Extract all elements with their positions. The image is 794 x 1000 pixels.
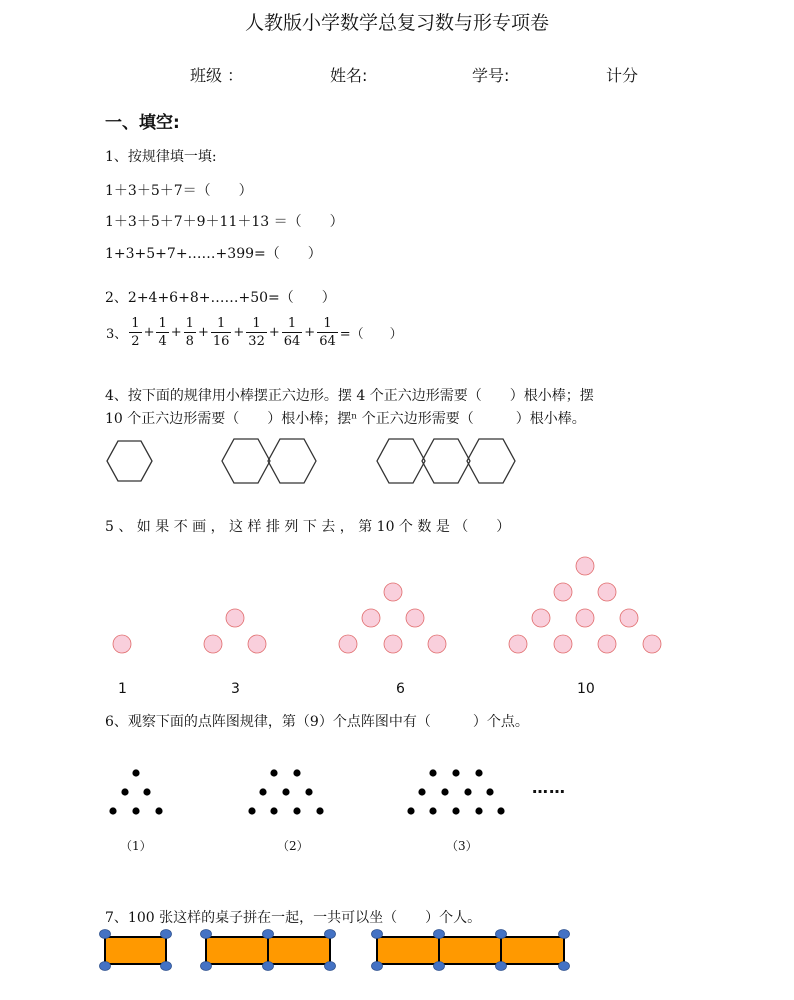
class-label: 班级 ： <box>190 66 244 85</box>
seat-dot <box>325 930 336 939</box>
pink-circle <box>598 583 616 601</box>
dot-arrays <box>109 769 504 814</box>
fraction: $\frac{1}{32}$ <box>248 316 265 349</box>
q1-line1: 1＋3＋5＋7＝（ ） <box>105 183 253 199</box>
fraction: $\frac{1}{8}$ <box>185 316 194 349</box>
q5-text: 5 、 如 果 不 画 ， 这 样 排 列 下 去 ， 第 10 个 数 是 （ ） <box>105 519 511 535</box>
plus-sign: + <box>233 325 245 340</box>
plus-sign: + <box>197 325 209 340</box>
black-dot <box>475 807 482 814</box>
hexagon <box>107 441 152 481</box>
plus-sign: + <box>304 325 316 340</box>
black-dot <box>305 788 312 795</box>
hexagon <box>222 439 270 483</box>
dot-pattern-ellipsis: …… <box>532 778 566 797</box>
black-dot <box>132 807 139 814</box>
black-dot <box>475 769 482 776</box>
q3-suffix: =（ ） <box>339 327 403 342</box>
seat-dot <box>100 930 111 939</box>
fraction: $\frac{1}{16}$ <box>212 316 230 349</box>
triangle-number-circles <box>113 557 661 653</box>
seat-dot <box>434 962 445 971</box>
table-figures <box>100 930 570 971</box>
pink-circle <box>532 609 550 627</box>
black-dot <box>155 807 162 814</box>
plus-sign: + <box>170 325 182 340</box>
q2-text: 2、2+4+6+8+……+50=（ ） <box>105 290 336 306</box>
pink-circle <box>204 635 222 653</box>
pink-circle <box>113 635 131 653</box>
q4-line2: 10 个正六边形需要（ ）根小棒；摆ⁿ 个正六边形需要（ ）根小棒。 <box>105 411 586 427</box>
pink-circle <box>598 635 616 653</box>
pink-circle <box>362 609 380 627</box>
black-dot <box>270 769 277 776</box>
seat-dot <box>496 962 507 971</box>
black-dot <box>486 788 493 795</box>
hexagon <box>467 439 515 483</box>
seat-dot <box>372 962 383 971</box>
pink-circle <box>339 635 357 653</box>
black-dot <box>109 807 116 814</box>
black-dot <box>293 807 300 814</box>
seat-dot <box>559 962 570 971</box>
hexagon-figures <box>107 439 515 483</box>
pink-circle <box>406 609 424 627</box>
black-dot <box>316 807 323 814</box>
student-id-label: 学号: <box>472 66 510 85</box>
table-rect <box>105 937 166 964</box>
black-dot <box>464 788 471 795</box>
seat-dot <box>161 962 172 971</box>
pink-circle <box>620 609 638 627</box>
q1-line2: 1＋3＋5＋7＋9＋11＋13 ＝（ ） <box>105 214 344 230</box>
pink-circle <box>576 609 594 627</box>
black-dot <box>452 807 459 814</box>
pink-circle <box>384 635 402 653</box>
score-label: 计分 <box>606 66 639 85</box>
plus-sign: + <box>143 325 155 340</box>
pink-circle <box>248 635 266 653</box>
section-heading: 一、填空: <box>105 113 180 133</box>
seat-dot <box>263 930 274 939</box>
black-dot <box>441 788 448 795</box>
black-dot <box>143 788 150 795</box>
seat-dot <box>100 962 111 971</box>
pink-circle <box>554 583 572 601</box>
black-dot <box>418 788 425 795</box>
q1-line3: 1+3+5+7+……+399=（ ） <box>105 246 322 262</box>
hexagon <box>268 439 316 483</box>
q6-text: 6、观察下面的点阵图规律，第（9）个点阵图中有（ ）个点。 <box>105 714 529 730</box>
plus-sign: + <box>268 325 280 340</box>
seat-dot <box>201 930 212 939</box>
fraction: $\frac{1}{4}$ <box>158 316 167 349</box>
black-dot <box>270 807 277 814</box>
hexagon <box>377 439 425 483</box>
dot-pattern-label-3: （3） <box>446 839 478 853</box>
q5-label-10: 10 <box>577 681 595 697</box>
q5-label-3: 3 <box>231 681 240 697</box>
black-dot <box>429 769 436 776</box>
seat-dot <box>496 930 507 939</box>
dot-pattern-label-1: （1） <box>120 839 152 853</box>
black-dot <box>248 807 255 814</box>
black-dot <box>132 769 139 776</box>
seat-dot <box>263 962 274 971</box>
black-dot <box>121 788 128 795</box>
table-rect <box>268 937 330 964</box>
pink-circle <box>643 635 661 653</box>
black-dot <box>452 769 459 776</box>
seat-dot <box>161 930 172 939</box>
q4-line1: 4、按下面的规律用小棒摆正六边形。摆 4 个正六边形需要（ ）根小棒；摆 <box>105 388 594 404</box>
pink-circle <box>384 583 402 601</box>
q5-label-1: 1 <box>118 681 127 697</box>
black-dot <box>259 788 266 795</box>
pink-circle <box>554 635 572 653</box>
pink-circle <box>576 557 594 575</box>
black-dot <box>407 807 414 814</box>
q1-label: 1、按规律填一填: <box>105 149 217 165</box>
page-title: 人教版小学数学总复习数与形专项卷 <box>244 12 549 34</box>
q5-label-6: 6 <box>396 681 405 697</box>
seat-dot <box>434 930 445 939</box>
pink-circle <box>428 635 446 653</box>
seat-dot <box>325 962 336 971</box>
table-rect <box>206 937 268 964</box>
table-rect <box>501 937 564 964</box>
hexagon <box>422 439 470 483</box>
black-dot <box>293 769 300 776</box>
q7-text: 7、100 张这样的桌子拼在一起，一共可以坐（ ）个人。 <box>105 910 482 926</box>
q3-prefix: 3、 <box>106 327 128 342</box>
black-dot <box>429 807 436 814</box>
name-label: 姓名: <box>330 66 368 85</box>
seat-dot <box>201 962 212 971</box>
black-dot <box>282 788 289 795</box>
black-dot <box>497 807 504 814</box>
dot-pattern-label-2: （2） <box>277 839 309 853</box>
table-rect <box>439 937 501 964</box>
pink-circle <box>509 635 527 653</box>
pink-circle <box>226 609 244 627</box>
table-rect <box>377 937 439 964</box>
seat-dot <box>372 930 383 939</box>
fraction: $\frac{1}{64}$ <box>319 316 336 349</box>
seat-dot <box>559 930 570 939</box>
fraction: $\frac{1}{64}$ <box>283 316 301 349</box>
fraction: $\frac{1}{2}$ <box>131 316 140 349</box>
